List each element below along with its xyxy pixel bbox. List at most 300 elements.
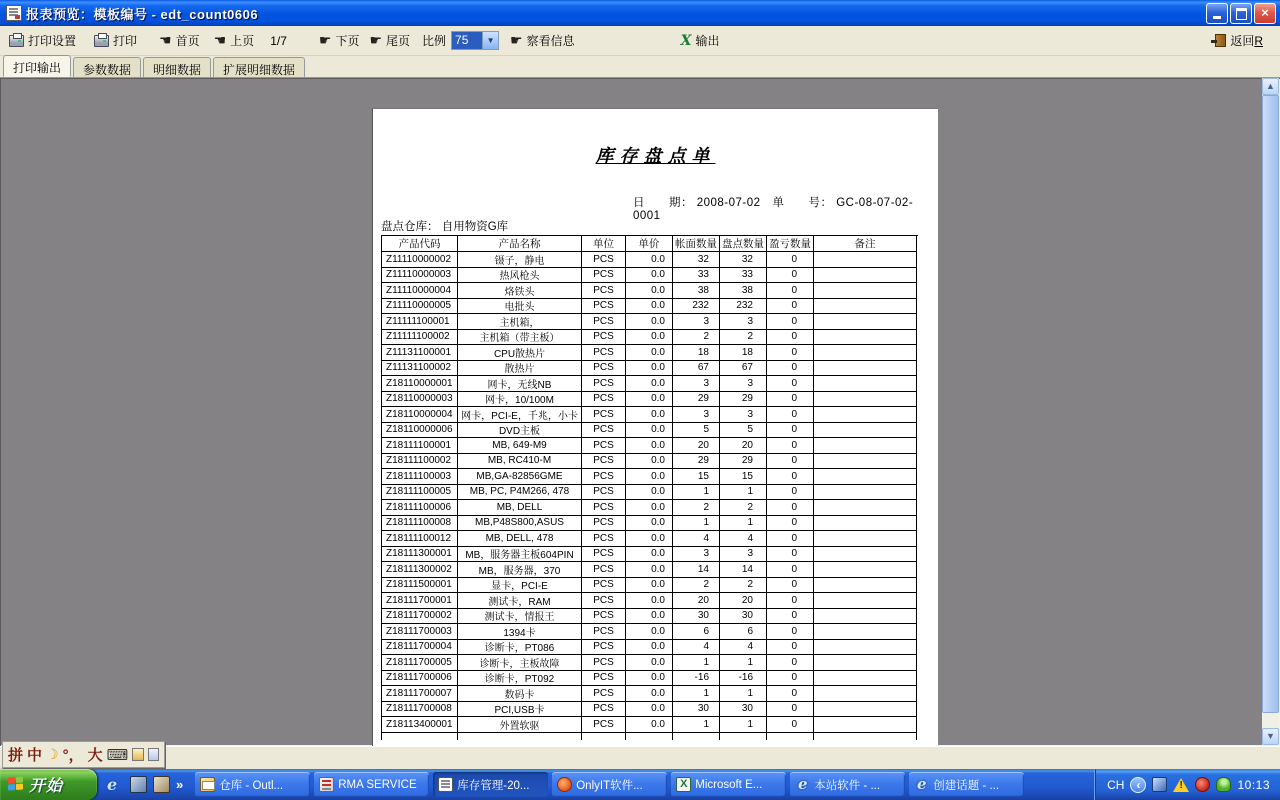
messenger-tray-icon[interactable] — [1216, 777, 1231, 792]
scroll-down-arrow-icon[interactable]: ▼ — [1262, 728, 1279, 745]
last-page-button[interactable]: ☛ 尾页 — [369, 32, 411, 49]
table-cell: Z18110000006 — [382, 423, 458, 439]
table-row — [382, 686, 918, 702]
table-cell: 33 — [673, 268, 720, 284]
ime-tool-icon[interactable] — [132, 748, 143, 761]
table-header-cell: 产品名称 — [458, 236, 582, 252]
table-cell: Z18111300001 — [382, 547, 458, 563]
taskbar-button-rma[interactable]: RMA SERVICE — [314, 772, 429, 797]
table-cell — [814, 469, 917, 485]
table-row — [382, 423, 918, 439]
table-cell — [814, 268, 917, 284]
table-cell — [814, 283, 917, 299]
show-desktop-icon[interactable] — [130, 776, 147, 793]
table-cell: 2 — [673, 330, 720, 346]
table-cell: 3 — [720, 376, 767, 392]
table-row — [382, 609, 918, 625]
tab-print-output[interactable]: 打印输出 — [3, 55, 71, 77]
table-cell — [814, 454, 917, 470]
table-row — [382, 655, 918, 671]
table-cell — [814, 547, 917, 563]
app-icon — [6, 5, 22, 21]
tab-extended-detail-data[interactable]: 扩展明细数据 — [213, 57, 305, 77]
table-cell: PCS — [582, 624, 626, 640]
print-setup-button[interactable]: 打印设置 — [6, 30, 79, 51]
fullwidth-toggle-moon-icon[interactable]: ☽ — [46, 746, 59, 762]
taskbar-button-outlook[interactable]: 仓库 - Outl... — [195, 772, 310, 797]
table-cell: 0.0 — [626, 609, 673, 625]
table-cell: 29 — [720, 454, 767, 470]
first-page-button[interactable]: ☚ 首页 — [159, 32, 200, 49]
table-cell: 散热片 — [458, 361, 582, 377]
table-cell: 0.0 — [626, 655, 673, 671]
table-cell: Z18111500001 — [382, 578, 458, 594]
table-cell: 3 — [673, 376, 720, 392]
table-cell: 30 — [720, 702, 767, 718]
tab-detail-data[interactable]: 明细数据 — [143, 57, 211, 77]
scrollbar-thumb[interactable] — [1262, 95, 1279, 713]
table-cell — [814, 671, 917, 687]
table-cell: 热风枪头 — [458, 268, 582, 284]
table-header-cell: 单价 — [626, 236, 673, 252]
table-cell: Z18111700004 — [382, 640, 458, 656]
table-row — [382, 376, 918, 392]
table-row — [382, 640, 918, 656]
table-cell: 0 — [767, 345, 814, 361]
table-cell: 0.0 — [626, 500, 673, 516]
taskbar-button-newtopic[interactable]: e 创建话题 - ... — [909, 772, 1024, 797]
table-cell: PCS — [582, 485, 626, 501]
table-cell: Z11110000002 — [382, 252, 458, 268]
table-cell: 3 — [720, 314, 767, 330]
table-row — [382, 516, 918, 532]
table-cell: 0 — [767, 469, 814, 485]
table-cell: 0.0 — [626, 640, 673, 656]
table-cell: 18 — [673, 345, 720, 361]
table-cell — [814, 702, 917, 718]
close-button[interactable]: × — [1254, 3, 1276, 24]
table-cell — [814, 500, 917, 516]
table-cell: PCS — [582, 640, 626, 656]
table-cell: 6 — [720, 624, 767, 640]
table-row — [382, 578, 918, 594]
table-row — [382, 469, 918, 485]
table-cell: 0 — [767, 717, 814, 733]
table-cell: 诊断卡，PT086 — [458, 640, 582, 656]
table-cell: MB, RC410-M — [458, 454, 582, 470]
table-cell — [814, 252, 917, 268]
table-cell — [814, 516, 917, 532]
scale-combobox[interactable] — [451, 31, 499, 50]
table-cell: Z11110000003 — [382, 268, 458, 284]
table-cell — [814, 562, 917, 578]
table-row — [382, 624, 918, 640]
ime-toolbar — [2, 741, 165, 768]
table-cell: 30 — [673, 702, 720, 718]
taskbar-button-excel[interactable]: X Microsoft E... — [671, 772, 786, 797]
table-cell — [814, 733, 917, 740]
table-cell: 4 — [673, 531, 720, 547]
antivirus-tray-icon[interactable] — [1195, 777, 1210, 792]
table-row — [382, 314, 918, 330]
table-cell: DVD主板 — [458, 423, 582, 439]
table-cell: MB, DELL — [458, 500, 582, 516]
table-cell: 1 — [720, 686, 767, 702]
table-cell: MB,GA-82856GME — [458, 469, 582, 485]
prev-page-button[interactable]: ☚ 上页 — [213, 32, 255, 49]
table-row — [382, 454, 918, 470]
table-cell: 0.0 — [626, 547, 673, 563]
table-cell: 0 — [767, 702, 814, 718]
table-cell: MB，服务器主板604PIN — [458, 547, 582, 563]
table-cell: Z18111700002 — [382, 609, 458, 625]
ime-mode-indicator[interactable]: 拼 — [8, 747, 24, 764]
table-cell: Z11110000004 — [382, 283, 458, 299]
table-cell: 20 — [720, 593, 767, 609]
table-cell: 0.0 — [626, 376, 673, 392]
table-cell: 1 — [720, 717, 767, 733]
table-cell: PCS — [582, 717, 626, 733]
table-cell: 0 — [767, 593, 814, 609]
table-cell: 0 — [767, 299, 814, 315]
table-cell: 0.0 — [626, 299, 673, 315]
table-cell: Z18111700003 — [382, 624, 458, 640]
table-cell: 1 — [673, 485, 720, 501]
hand-right-icon: ☛ — [510, 32, 523, 49]
table-cell: 3 — [673, 314, 720, 330]
quick-launch-bar — [97, 776, 189, 793]
table-row — [382, 438, 918, 454]
table-cell: 0.0 — [626, 345, 673, 361]
table-cell — [814, 345, 917, 361]
table-cell: 0 — [767, 686, 814, 702]
table-cell — [767, 733, 814, 740]
table-cell: 镊子，静电 — [458, 252, 582, 268]
table-cell: Z18110000001 — [382, 376, 458, 392]
security-warning-icon[interactable] — [1173, 778, 1189, 792]
table-cell: 14 — [673, 562, 720, 578]
table-row — [382, 252, 918, 268]
table-cell: PCS — [582, 438, 626, 454]
table-cell: 38 — [720, 283, 767, 299]
table-cell: PCS — [582, 314, 626, 330]
table-cell: PCS — [582, 283, 626, 299]
table-cell: 0.0 — [626, 702, 673, 718]
table-cell: Z18111700005 — [382, 655, 458, 671]
table-cell: 0.0 — [626, 438, 673, 454]
table-cell: PCS — [582, 516, 626, 532]
table-cell: 0.0 — [626, 516, 673, 532]
table-cell: 0 — [767, 314, 814, 330]
ime-clipboard-icon[interactable] — [148, 748, 159, 761]
table-cell: 1 — [720, 485, 767, 501]
table-cell: 0 — [767, 268, 814, 284]
scale-value[interactable]: 75 — [452, 32, 482, 49]
table-cell: Z11111100002 — [382, 330, 458, 346]
table-row — [382, 562, 918, 578]
table-cell: Z18111700008 — [382, 702, 458, 718]
table-cell: 1394卡 — [458, 624, 582, 640]
windows-flag-icon — [8, 776, 24, 792]
table-cell: 烙铁头 — [458, 283, 582, 299]
table-cell: 67 — [673, 361, 720, 377]
table-cell: 1 — [720, 516, 767, 532]
table-cell — [673, 733, 720, 740]
app-quicklaunch-icon[interactable] — [153, 776, 170, 793]
table-cell: 0.0 — [626, 314, 673, 330]
table-cell: Z11131100002 — [382, 361, 458, 377]
export-button[interactable]: X 输出 — [680, 32, 720, 49]
table-cell: 网卡，无线NB — [458, 376, 582, 392]
table-cell: 30 — [720, 609, 767, 625]
return-button[interactable]: 返回R — [1212, 30, 1266, 51]
table-cell: 0.0 — [626, 671, 673, 687]
table-cell: 主机箱， — [458, 314, 582, 330]
report-page — [372, 108, 938, 746]
table-cell: 0.0 — [626, 578, 673, 594]
table-cell: 0.0 — [626, 454, 673, 470]
table-cell: 0 — [767, 500, 814, 516]
taskbar — [0, 769, 1280, 800]
table-cell: 0 — [767, 454, 814, 470]
taskbar-button-inventory-active[interactable]: 库存管理-20... — [433, 772, 548, 797]
table-cell — [720, 733, 767, 740]
table-cell: Z18110000004 — [382, 407, 458, 423]
table-cell: 0 — [767, 361, 814, 377]
table-row — [382, 702, 918, 718]
table-cell: 2 — [720, 500, 767, 516]
ie-icon: e — [797, 775, 808, 793]
table-cell: 0.0 — [626, 252, 673, 268]
toolbar — [0, 26, 1280, 56]
view-info-button[interactable]: ☛ 察看信息 — [510, 32, 575, 49]
scroll-up-arrow-icon[interactable]: ▲ — [1262, 78, 1279, 95]
table-cell: 0 — [767, 531, 814, 547]
table-cell: 显卡，PCI-E — [458, 578, 582, 594]
table-cell: PCS — [582, 671, 626, 687]
window-bottom-strip — [0, 746, 1280, 769]
ime-language-toggle[interactable]: 中 — [27, 747, 43, 764]
table-cell: PCS — [582, 547, 626, 563]
table-cell: PCS — [582, 702, 626, 718]
table-cell — [458, 733, 582, 740]
table-cell: 0 — [767, 330, 814, 346]
table-row — [382, 299, 918, 315]
network-tray-icon[interactable] — [1152, 777, 1167, 792]
tab-parameter-data[interactable]: 参数数据 — [73, 57, 141, 77]
table-cell: PCS — [582, 252, 626, 268]
next-page-button[interactable]: ☛ 下页 — [318, 32, 360, 49]
table-cell: Z18110000003 — [382, 392, 458, 408]
report-title: 库存盘点单 — [595, 146, 716, 166]
page-indicator: 1/7 — [270, 33, 287, 48]
table-row — [382, 500, 918, 516]
ie-quicklaunch-icon[interactable]: e — [107, 775, 118, 794]
report-date-line: 日 期： 2008-07-02 单 号： GC-08-07-02-0001 — [633, 197, 914, 222]
table-cell: 2 — [720, 578, 767, 594]
vertical-scrollbar[interactable] — [1262, 78, 1279, 746]
table-cell: PCS — [582, 361, 626, 377]
language-indicator[interactable]: CH — [1107, 777, 1125, 792]
exit-door-icon — [1215, 34, 1226, 47]
hand-left-icon: ☚ — [159, 32, 172, 49]
table-cell: 38 — [673, 283, 720, 299]
clock: 10:13 — [1237, 777, 1270, 792]
table-cell: 0 — [767, 516, 814, 532]
table-cell — [814, 438, 917, 454]
table-row — [382, 671, 918, 687]
table-cell — [814, 485, 917, 501]
table-cell: MB, 649-M9 — [458, 438, 582, 454]
table-cell: 0.0 — [626, 423, 673, 439]
ie-icon: e — [916, 775, 927, 793]
taskbar-button-onlyit[interactable]: OnlyIT软件... — [552, 772, 667, 797]
table-cell: 2 — [673, 500, 720, 516]
table-cell: Z11131100001 — [382, 345, 458, 361]
start-button[interactable]: 开始 — [0, 769, 97, 800]
table-cell — [814, 376, 917, 392]
table-cell: 0 — [767, 547, 814, 563]
table-cell: Z18111100008 — [382, 516, 458, 532]
table-row — [382, 330, 918, 346]
table-cell: PCS — [582, 531, 626, 547]
quicklaunch-overflow-chevron[interactable]: » — [176, 777, 184, 792]
excel-app-icon: X — [676, 777, 691, 792]
report-table — [381, 235, 918, 740]
tray-collapse-chevron-icon[interactable]: ‹ — [1130, 777, 1146, 793]
table-cell: PCS — [582, 392, 626, 408]
table-cell — [814, 640, 917, 656]
table-cell: 0 — [767, 609, 814, 625]
table-cell: -16 — [720, 671, 767, 687]
table-cell — [814, 655, 917, 671]
table-cell: PCS — [582, 655, 626, 671]
table-cell: 0.0 — [626, 562, 673, 578]
table-cell: 30 — [673, 609, 720, 625]
table-cell: 5 — [720, 423, 767, 439]
outlook-icon — [200, 777, 215, 792]
table-cell: 20 — [673, 438, 720, 454]
table-cell: PCS — [582, 578, 626, 594]
table-cell: PCS — [582, 593, 626, 609]
table-cell: 1 — [673, 717, 720, 733]
table-cell: 0.0 — [626, 593, 673, 609]
table-cell: 3 — [673, 547, 720, 563]
table-row — [382, 547, 918, 563]
dropdown-arrow-icon[interactable]: ▼ — [482, 32, 498, 49]
table-cell: Z18111100001 — [382, 438, 458, 454]
table-cell — [814, 593, 917, 609]
table-header-cell: 产品代码 — [382, 236, 458, 252]
table-row — [382, 531, 918, 547]
table-cell: 0.0 — [626, 485, 673, 501]
excel-icon: X — [680, 32, 692, 49]
table-cell — [814, 299, 917, 315]
soft-keyboard-icon[interactable]: ⌨ — [106, 745, 129, 764]
table-cell — [814, 330, 917, 346]
report-warehouse-line: 盘点仓库： 自用物资G库 — [381, 221, 509, 233]
table-header-cell: 单位 — [582, 236, 626, 252]
table-cell — [626, 733, 673, 740]
table-cell: Z18111100006 — [382, 500, 458, 516]
table-cell: Z11111100001 — [382, 314, 458, 330]
table-cell — [814, 578, 917, 594]
table-row — [382, 345, 918, 361]
table-cell: 67 — [720, 361, 767, 377]
minimize-button[interactable] — [1206, 3, 1228, 24]
table-cell: 2 — [673, 578, 720, 594]
hand-right-icon: ☛ — [318, 32, 332, 49]
table-cell: PCS — [582, 686, 626, 702]
table-cell: 诊断卡，主板故障 — [458, 655, 582, 671]
table-cell — [814, 361, 917, 377]
table-cell: 1 — [720, 655, 767, 671]
table-cell: PCS — [582, 469, 626, 485]
table-cell: Z18111700001 — [382, 593, 458, 609]
table-cell: 32 — [673, 252, 720, 268]
table-cell: 1 — [673, 655, 720, 671]
system-tray — [1094, 769, 1280, 800]
table-cell: PCS — [582, 268, 626, 284]
table-cell: MB,P48S800,ASUS — [458, 516, 582, 532]
table-cell: 0 — [767, 392, 814, 408]
hand-right-icon: ☛ — [369, 32, 383, 49]
table-cell: 0 — [767, 407, 814, 423]
table-cell: 232 — [673, 299, 720, 315]
table-cell: PCS — [582, 407, 626, 423]
table-cell: 5 — [673, 423, 720, 439]
table-cell: 15 — [673, 469, 720, 485]
table-cell: 2 — [720, 330, 767, 346]
print-button[interactable]: 打印 — [91, 30, 140, 51]
table-row — [382, 283, 918, 299]
table-cell: PCS — [582, 423, 626, 439]
table-cell: 0.0 — [626, 686, 673, 702]
table-cell: 33 — [720, 268, 767, 284]
table-cell: 3 — [673, 407, 720, 423]
table-row — [382, 485, 918, 501]
table-cell — [814, 624, 917, 640]
ime-punctuation-toggle[interactable]: °， — [62, 747, 84, 764]
table-cell: 20 — [673, 593, 720, 609]
taskbar-button-website[interactable]: e 本站软件 - ... — [790, 772, 905, 797]
table-cell: 0 — [767, 578, 814, 594]
table-cell: PCS — [582, 345, 626, 361]
table-cell: MB, DELL, 478 — [458, 531, 582, 547]
table-cell: 18 — [720, 345, 767, 361]
table-header-cell: 盘点数量 — [720, 236, 767, 252]
table-cell — [814, 423, 917, 439]
table-cell: 14 — [720, 562, 767, 578]
table-cell — [814, 392, 917, 408]
table-cell: 232 — [720, 299, 767, 315]
table-header-row — [382, 236, 918, 252]
table-cell: 测试卡，RAM — [458, 593, 582, 609]
ime-shape-indicator[interactable]: 大 — [87, 747, 103, 764]
restore-button[interactable] — [1230, 3, 1252, 24]
table-header-cell: 帐面数量 — [673, 236, 720, 252]
table-row — [382, 268, 918, 284]
table-row — [382, 717, 918, 733]
table-row — [382, 407, 918, 423]
table-cell: 3 — [720, 407, 767, 423]
table-cell: 0 — [767, 671, 814, 687]
table-cell: 32 — [720, 252, 767, 268]
table-cell: 0 — [767, 438, 814, 454]
table-cell: 0 — [767, 376, 814, 392]
table-cell: 外置软驱 — [458, 717, 582, 733]
table-cell: 4 — [720, 640, 767, 656]
